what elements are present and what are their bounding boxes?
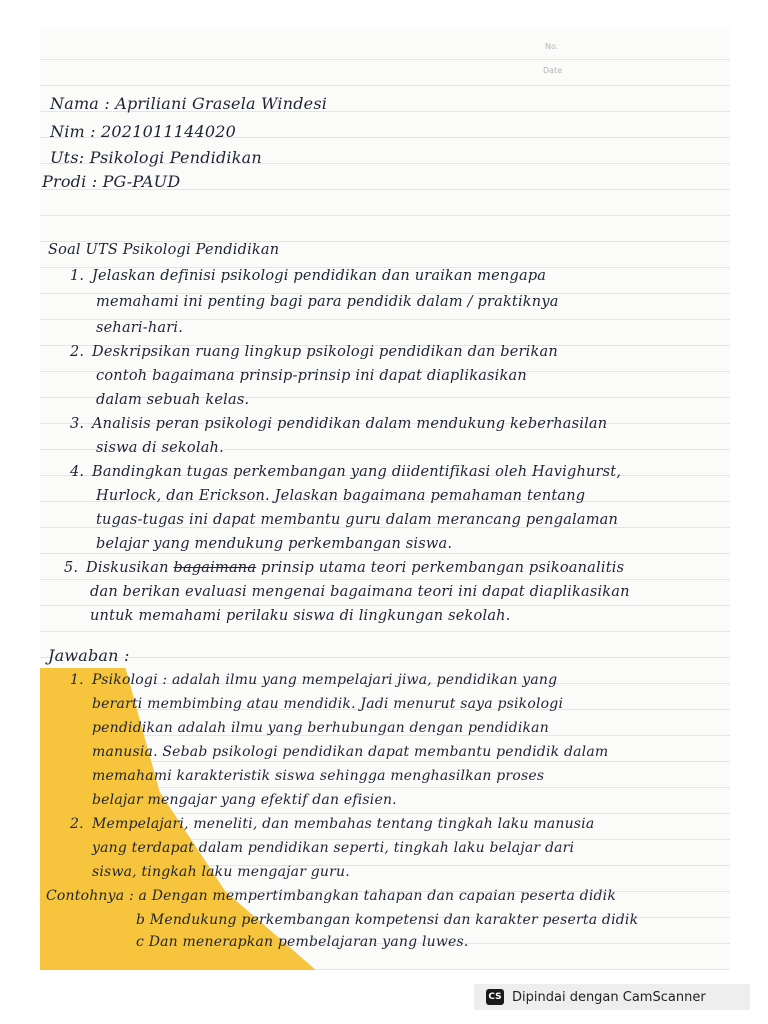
question-line: memahami ini penting bagi para pendidik dalam / praktiknya bbox=[96, 294, 559, 310]
question-line: Analisis peran psikologi pendidikan dalam mendukung keberhasilan bbox=[92, 416, 608, 432]
answer-line: memahami karakteristik siswa sehingga menghasilkan proses bbox=[92, 768, 545, 784]
answers-title: Jawaban : bbox=[48, 646, 130, 665]
examples-label: Contohnya : bbox=[46, 888, 134, 904]
camscanner-watermark bbox=[474, 984, 750, 1010]
question-line: sehari-hari. bbox=[96, 320, 184, 336]
struck-word: bagaimana bbox=[173, 560, 257, 576]
example-item: b Mendukung perkembangan kompetensi dan karakter peserta didik bbox=[136, 912, 639, 928]
answer-line: belajar mengajar yang efektif dan efisien. bbox=[92, 792, 397, 808]
question-number: 3. bbox=[70, 416, 85, 432]
question-line: tugas-tugas ini dapat membantu guru dalam merancang pengalaman bbox=[96, 512, 619, 528]
watermark-text: Dipindai dengan CamScanner bbox=[512, 989, 706, 1005]
question-line: siswa di sekolah. bbox=[96, 440, 224, 456]
answer-number: 2. bbox=[70, 816, 84, 832]
question-line: belajar yang mendukung perkembangan siswa. bbox=[96, 536, 453, 552]
question-number: 5. bbox=[64, 560, 79, 576]
answer-line: manusia. Sebab psikologi pendidikan dapat membantu pendidik dalam bbox=[92, 744, 609, 760]
question-line: untuk memahami perilaku siswa di lingkungan sekolah. bbox=[90, 608, 511, 624]
answer-number: 1. bbox=[70, 672, 84, 688]
student-nim: Nim : 2021011144020 bbox=[50, 122, 236, 141]
question-number: 1. bbox=[70, 268, 85, 284]
question-number: 4. bbox=[70, 464, 85, 480]
question-line: contoh bagaimana prinsip-prinsip ini dapat diaplikasikan bbox=[96, 368, 527, 384]
question-line: Hurlock, dan Erickson. Jelaskan bagaimana pemahaman tentang bbox=[96, 488, 586, 504]
exam-subject: Uts: Psikologi Pendidikan bbox=[50, 148, 262, 167]
question-number: 2. bbox=[70, 344, 85, 360]
answer-line: pendidikan adalah ilmu yang berhubungan dengan pendidikan bbox=[92, 720, 549, 736]
camscanner-logo-icon: CS bbox=[486, 989, 504, 1005]
notebook-page bbox=[40, 28, 730, 970]
question-line: Deskripsikan ruang lingkup psikologi pendidikan dan berikan bbox=[92, 344, 558, 360]
answer-line: Mempelajari, meneliti, dan membahas tentang tingkah laku manusia bbox=[92, 816, 595, 832]
answer-line: yang terdapat dalam pendidikan seperti, tingkah laku belajar dari bbox=[92, 840, 575, 856]
question-line-end: prinsip utama teori perkembangan psikoanalitis bbox=[260, 560, 625, 576]
answer-line: siswa, tingkah laku mengajar guru. bbox=[92, 864, 350, 880]
study-program: Prodi : PG-PAUD bbox=[42, 172, 181, 191]
question-line: Jelaskan definisi psikologi pendidikan dan uraikan mengapa bbox=[92, 268, 547, 284]
page-no-label: No. bbox=[545, 42, 559, 51]
page-date-label: Date bbox=[543, 66, 563, 75]
example-item: c Dan menerapkan pembelajaran yang luwes. bbox=[136, 934, 469, 950]
example-item: a Dengan mempertimbangkan tahapan dan capaian peserta didik bbox=[138, 888, 617, 904]
question-line-start: Diskusikan bbox=[86, 560, 169, 576]
answer-line: Psikologi : adalah ilmu yang mempelajari jiwa, pendidikan yang bbox=[92, 672, 558, 688]
question-line: dan berikan evaluasi mengenai bagaimana teori ini dapat diaplikasikan bbox=[90, 584, 630, 600]
student-name: Nama : Apriliani Grasela Windesi bbox=[50, 94, 328, 113]
questions-title: Soal UTS Psikologi Pendidikan bbox=[48, 242, 280, 258]
answer-line: berarti membimbing atau mendidik. Jadi menurut saya psikologi bbox=[92, 696, 564, 712]
question-line: dalam sebuah kelas. bbox=[96, 392, 250, 408]
question-line: Bandingkan tugas perkembangan yang diidentifikasi oleh Havighurst, bbox=[92, 464, 622, 480]
